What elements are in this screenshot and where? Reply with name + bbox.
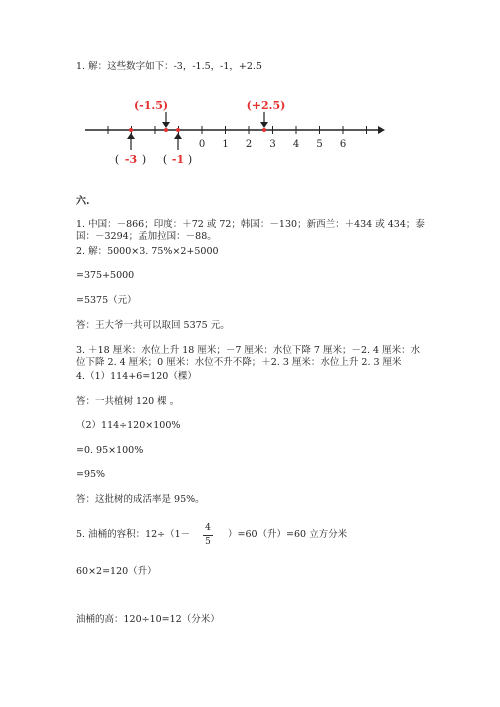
- label-neg1: -1: [171, 153, 185, 166]
- answer-3: 3. ＋18 厘米：水位上升 18 厘米；－7 厘米：水位下降 7 厘米；－2. 4 厘米：水位下降 2. 4 厘米；0 厘米：水位不升不降；＋2. 3 厘米：水位上升 2. 3 厘米: [76, 345, 421, 368]
- arrow-up-icon: [127, 133, 135, 139]
- section-six-heading: 六.: [76, 196, 90, 207]
- label-neg3-paren-left: (: [114, 153, 120, 166]
- answer-4-part2-step2: =0. 95×100%: [76, 445, 144, 456]
- label-neg3-paren-right: ): [141, 153, 147, 166]
- point-neg1: [176, 128, 180, 132]
- answer-5-step2: 60×2=120（升）: [76, 566, 157, 577]
- fraction-bar: [203, 535, 213, 536]
- answer-4-part2-conclusion: 答：这批树的成活率是 95%。: [76, 494, 205, 505]
- point-pos2-5: [262, 128, 266, 132]
- label-neg1-5: (-1.5): [133, 99, 169, 112]
- answer-2-step2: =375+5000: [76, 270, 135, 281]
- answer-2-step3: =5375（元）: [76, 295, 137, 306]
- point-neg3: [129, 128, 133, 132]
- arrow-down-icon: [162, 122, 170, 128]
- fraction-numerator: 4: [205, 523, 211, 533]
- answer-4-part1-conclusion: 答：一共植树 120 棵 。: [76, 396, 180, 407]
- number-line-tick-label: 5: [316, 139, 323, 150]
- point-neg1-5: [164, 128, 168, 132]
- q1-intro: 1. 解：这些数字如下：-3，-1.5，-1，+2.5: [76, 61, 262, 72]
- answer-4-part2-step3: =95%: [76, 469, 106, 480]
- answer-2-conclusion: 答：王大爷一共可以取回 5375 元。: [76, 320, 230, 331]
- axis-arrow-icon: [378, 126, 385, 134]
- number-line-tick-label: 4: [292, 139, 300, 150]
- answer-5-part-b: ）=60（升）=60 立方分米: [228, 529, 348, 540]
- answer-1: 1. 中国：－866；印度：＋72 或 72；韩国：－130；新西兰：＋434 或 434；泰国：－3294；孟加拉国：－88。: [76, 219, 425, 242]
- number-line-tick-label: 0: [198, 139, 206, 150]
- number-line-tick-label: 3: [269, 139, 276, 150]
- answer-2-step1: 2. 解：5000×3. 75%×2+5000: [76, 246, 219, 257]
- number-line-tick-label: 1: [222, 139, 229, 150]
- number-line-tick-label: 2: [245, 139, 253, 150]
- arrow-down-icon: [260, 122, 268, 128]
- label-pos2-5: (+2.5): [246, 99, 286, 112]
- label-neg1-paren-left: (: [162, 153, 168, 166]
- fraction-denominator: 5: [205, 537, 211, 547]
- label-neg1-paren-right: ): [187, 153, 193, 166]
- answer-5-part-a: 5. 油桶的容积：12÷（1－: [76, 529, 191, 540]
- number-line-tick-label: 6: [339, 139, 347, 150]
- answer-4-part2-step1: （2）114÷120×100%: [76, 420, 181, 431]
- arrow-up-icon: [174, 133, 182, 139]
- label-neg3: -3: [124, 153, 138, 166]
- answer-4-part1: 4.（1）114+6=120（棵）: [76, 371, 197, 382]
- answer-5-step3: 油桶的高：120÷10=12（分米）: [76, 614, 220, 625]
- number-line-diagram: [80, 92, 390, 172]
